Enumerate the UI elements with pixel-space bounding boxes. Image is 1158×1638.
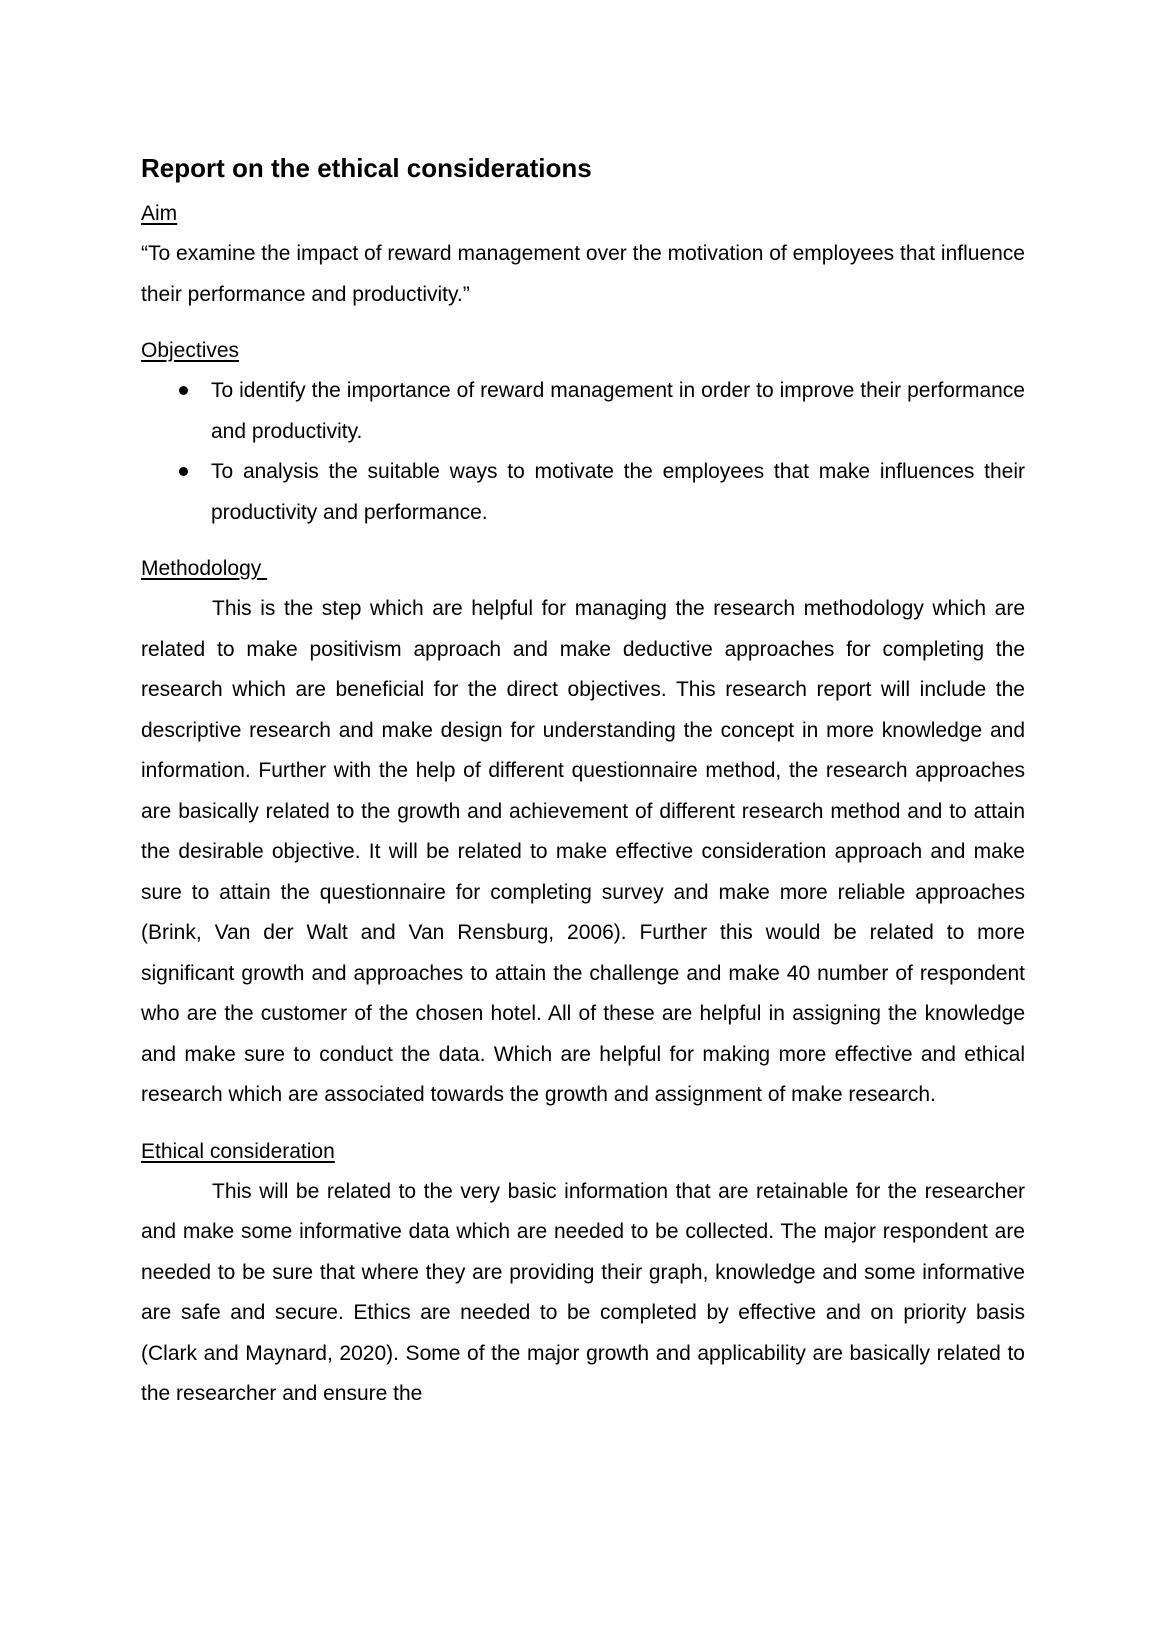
objectives-list — [141, 371, 1025, 533]
bullet-icon — [179, 467, 188, 476]
objectives-heading: Objectives — [141, 339, 240, 362]
aim-text: “To examine the impact of reward management over the motivation of employees that influence their performance and productivity.” — [141, 242, 1025, 306]
methodology-text: This is the step which are helpful for managing the research methodology which are related to make positivism approach and make deductive approaches for completing the research which are beneficial for the direct objectives. This research report will include the descriptive research and make design for understanding the concept in more knowledge and information. Further with the help of different questionnaire method, the research approaches are basically related to the growth and achievement of different research method and to attain the desirable objective. It will be related to make effective consideration approach and make sure to attain the questionnaire for completing survey and make more reliable approaches (Brink, Van der Walt and Van Rensburg, 2006). Further this would be related to more significant growth and approaches to attain the challenge and make 40 number of respondent who are the customer of the chosen hotel. All of these are helpful in assigning the knowledge and make sure to conduct the data. Which are helpful for making more effective and ethical research which are associated towards the growth and assignment of make research. — [141, 597, 1025, 1106]
bullet-icon — [179, 386, 188, 395]
ethical-text: This will be related to the very basic information that are retainable for the researcher and make some informative data which are needed to be collected. The major respondent are needed to be sure that where they are providing their graph, knowledge and some informative are safe and secure. Ethics are needed to be completed by effective and on priority basis (Clark and Maynard, 2020). Some of the major growth and applicability are basically related to the researcher and ensure the — [141, 1179, 1025, 1405]
spacer — [141, 533, 1025, 549]
document-page — [141, 150, 1025, 1415]
objective-text: To identify the importance of reward management in order to improve their performance and productivity. — [211, 379, 1025, 443]
list-item — [141, 452, 1025, 533]
ethical-heading: Ethical consideration — [141, 1139, 335, 1163]
report-title: Report on the ethical considerations — [141, 153, 592, 183]
spacer — [141, 1116, 1025, 1132]
aim-heading: Aim — [141, 202, 178, 225]
spacer — [141, 315, 1025, 331]
objective-text: To analysis the suitable ways to motivate the employees that make influences their productivity and performance. — [211, 460, 1025, 524]
methodology-heading: Methodology — [141, 557, 268, 580]
list-item — [141, 371, 1025, 452]
